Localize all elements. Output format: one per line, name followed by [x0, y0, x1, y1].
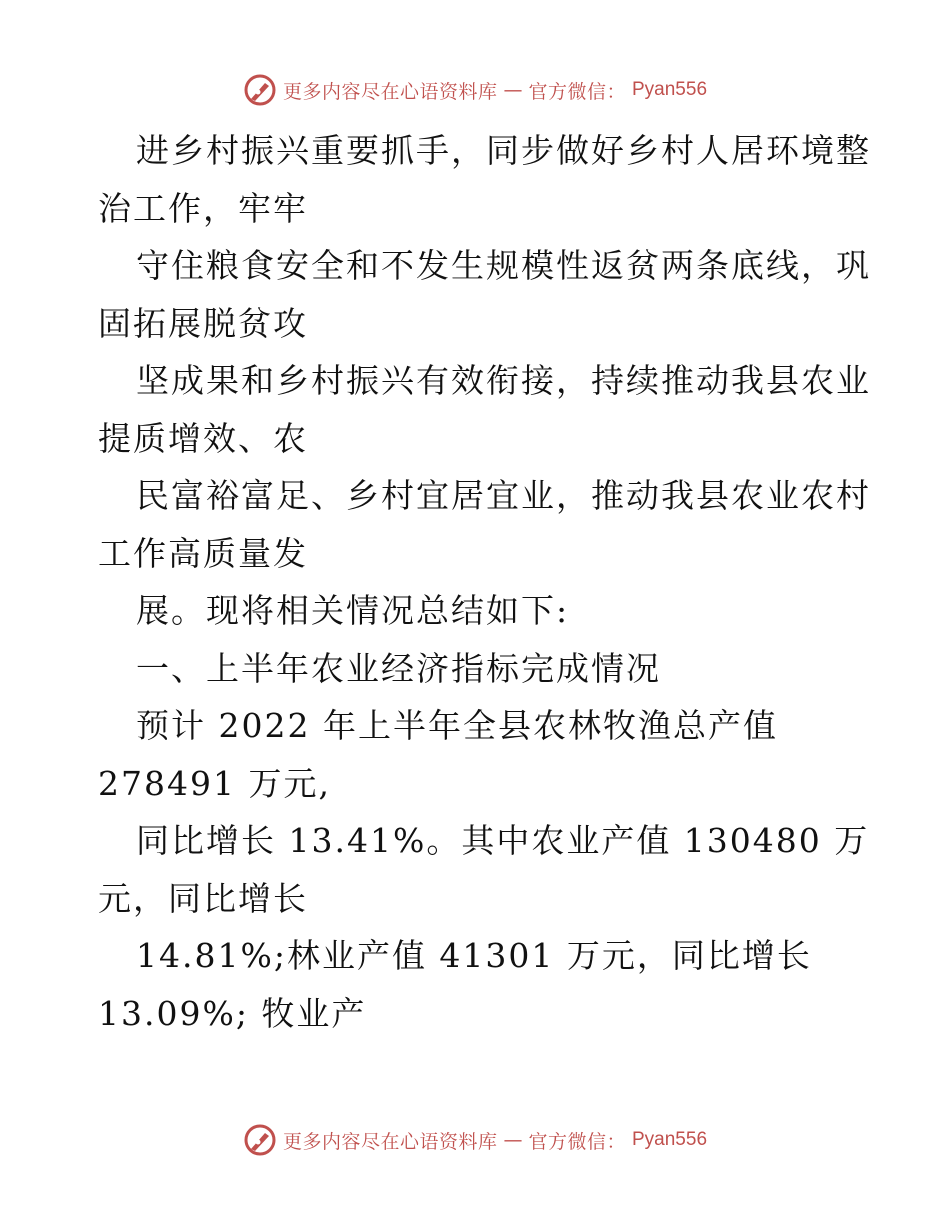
text-line: 工作高质量发 [98, 533, 308, 573]
text-line: 278491 万元, [98, 763, 331, 803]
text-line: 元，同比增长 [98, 878, 308, 918]
watermark-text: 更多内容尽在心语资料库 [282, 80, 498, 103]
text-line: 预计 2022 年上半年全县农林牧渔总产值 [136, 706, 778, 745]
text-line: 14.81%;林业产值 41301 万元，同比增长 [136, 936, 812, 975]
watermark-separator: — [503, 79, 523, 101]
text-line: 固拓展脱贫攻 [98, 303, 308, 343]
footer-watermark [0, 1120, 950, 1160]
text-line: 进乡村振兴重要抓手，同步做好乡村人居环境整 [136, 131, 871, 170]
watermark-wechat-label: 官方微信： [528, 80, 626, 103]
text-line: 13.09%; 牧业产 [98, 993, 367, 1033]
text-line: 守住粮食安全和不发生规模性返贫两条底线，巩 [136, 246, 871, 285]
text-line: 治工作，牢牢 [98, 188, 308, 228]
watermark-wechat-label: 官方微信： [528, 1130, 626, 1153]
watermark-text: 更多内容尽在心语资料库 [282, 1130, 498, 1153]
text-line: 展。现将相关情况总结如下: [136, 591, 570, 630]
watermark-wechat-id: Pyan556 [632, 79, 708, 100]
document-body [98, 122, 871, 1042]
text-line: 一、上半年农业经济指标完成情况 [136, 648, 661, 688]
text-line: 同比增长 13.41%。其中农业产值 130480 万 [136, 821, 870, 860]
watermark-wechat-id: Pyan556 [632, 1129, 708, 1150]
watermark-separator: — [503, 1129, 523, 1151]
text-line: 提质增效、农 [98, 418, 308, 458]
text-line: 坚成果和乡村振兴有效衔接，持续推动我县农业 [136, 361, 871, 400]
text-line: 民富裕富足、乡村宜居宜业，推动我县农业农村 [136, 476, 871, 515]
pen-circle-icon [243, 1123, 277, 1157]
header-watermark [0, 70, 950, 110]
pen-circle-icon [243, 73, 277, 107]
